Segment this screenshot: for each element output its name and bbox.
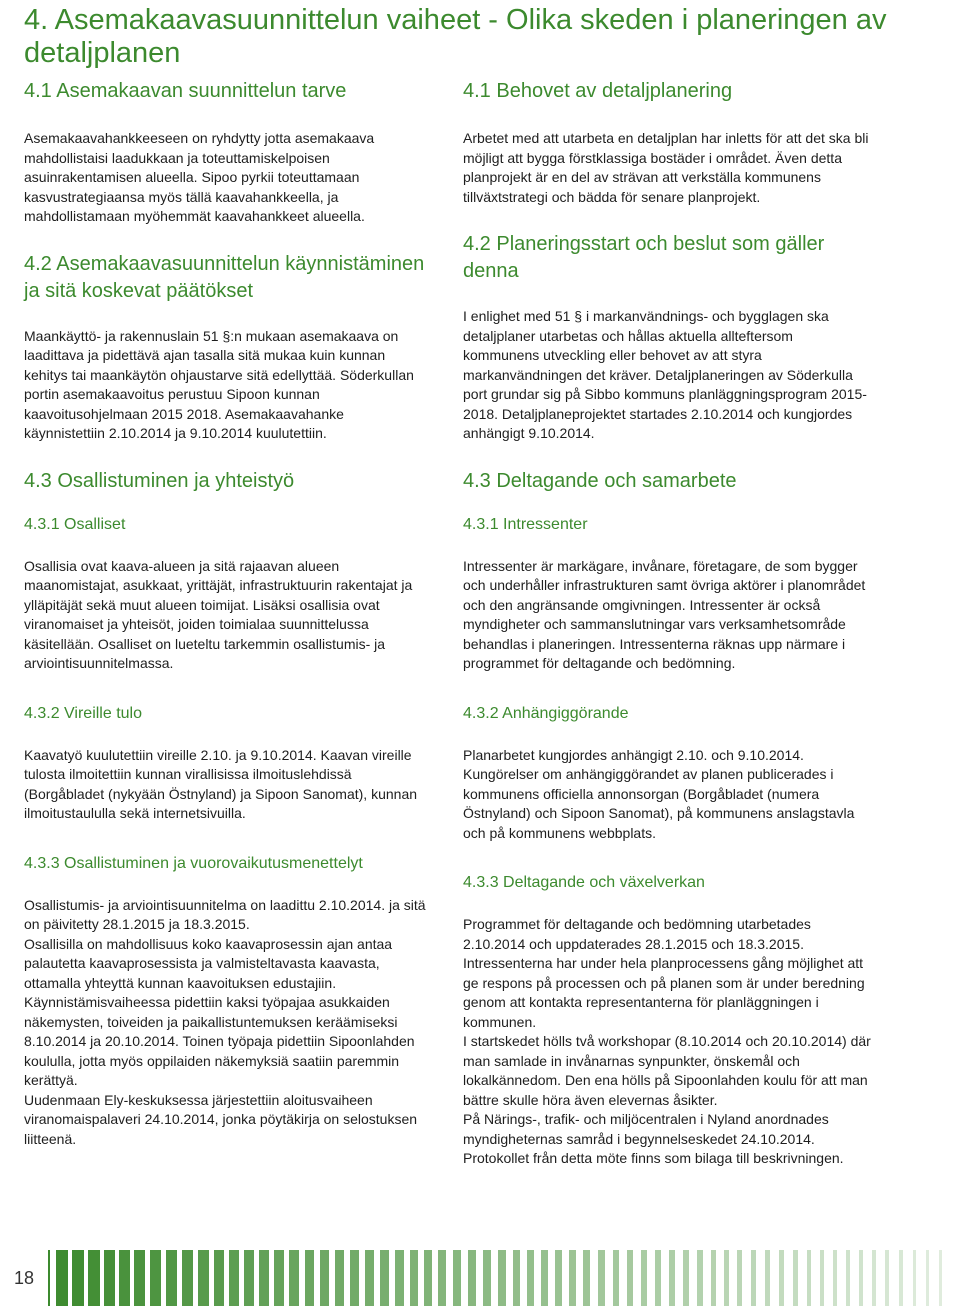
footer-stripe [410, 1250, 418, 1306]
footer-stripe [150, 1250, 161, 1306]
footer-stripe [846, 1250, 850, 1306]
page-title: 4. Asemakaavasuunnittelun vaiheet - Olika skeden i planeringen av detaljplanen [24, 4, 887, 69]
footer-stripe [438, 1250, 446, 1306]
heading-4-3-2-fi: 4.3.2 Vireille tulo [24, 704, 142, 722]
swedish-column [463, 78, 873, 1169]
footer-stripe [453, 1250, 461, 1306]
footer-stripe [104, 1250, 115, 1306]
paragraph-4-3-1-sv: Intressenter är markägare, invånare, företagare, de som bygger och underhåller infrastrukturen samt övriga aktörer i planområdet och den angränsande omgivningen. Intressenter är också myndigheter och sammanslutningar vars verksamhetsområde behandlas i planeringen. Intressenterna räknas upp närmare i programmet för deltagande och bedömning. [463, 557, 866, 671]
footer-stripe [380, 1250, 389, 1306]
paragraph-4-2-fi: Maankäyttö- ja rakennuslain 51 §:n mukaan asemakaava on laadittava ja pidettävä ajan tasalla sitä mukaa kuin kunnan kehitys tai maankäytön ohjaustarve sitä edellyttää. Söderkullan portin asemakaavoitus perustuu Sipoon kunnan kaavoitusohjelmaan 2015 2018. Asemakaavahanke käynnistettiin 2.10.2014 ja 9.10.2014 kuulutettiin. [24, 327, 414, 441]
footer-stripe [335, 1250, 344, 1306]
footer-stripe [807, 1250, 811, 1306]
heading-4-3-sv: 4.3 Deltagande och samarbete [463, 469, 737, 492]
heading-4-3-3-sv: 4.3.3 Deltagande och växelverkan [463, 874, 705, 891]
footer-bar [0, 1250, 960, 1306]
paragraph-4-3-2-sv: Planarbetet kungjordes anhängigt 2.10. och 9.10.2014. Kungörelser om anhängiggörandet av planen publicerades i kommunens officiella annonsorgan (Borgåbladet (numera Östnyland) och Sipoon Sanomat), på kommunens anslagstavla och på kommunens webbplats. [463, 746, 855, 841]
heading-4-3-fi: 4.3 Osallistuminen ja yhteistyö [24, 469, 295, 492]
footer-stripe [350, 1250, 359, 1306]
footer-stripe [724, 1250, 729, 1306]
footer-stripe [395, 1250, 404, 1306]
footer-stripe [229, 1250, 239, 1306]
footer-stripe [939, 1250, 942, 1306]
footer-stripe [468, 1250, 476, 1306]
footer-stripe [198, 1250, 209, 1306]
footer-stripe [751, 1250, 756, 1306]
footer-stripe [527, 1250, 534, 1306]
footer-stripe [641, 1250, 647, 1306]
finnish-column [24, 78, 428, 1149]
footer-stripe [483, 1250, 491, 1306]
paragraph-4-3-3-fi: Osallistumis- ja arviointisuunnitelma on laadittu 2.10.2014. ja sitä on päivitetty 28.1.2015 ja 18.3.2015. Osallisilla on mahdollisuus koko kaavaprosessin ajan antaa palautetta kaavaprosessista ja valmisteltavasta kaavasta, ottamalla yhteyttä kunnan kaavoituksen edustajiin. Käynnistämisvaiheessa pidettiin kaksi työpajaa asukkaiden näkemysten, toiveiden ja paikallistuntemuksen keräämiseksi 8.10.2014 ja 20.10.2014. Toinen työpaja pidettiin Sipoonlahden koululla, jotta myös oppilaiden näkemyksiä saatiin paremmin kerättyä. Uudenmaan Ely-keskuksessa järjestettiin aloitusvaiheen viranomaispalaveri 24.10.2014, jonka pöytäkirja on selostuksen liitteenä. [24, 896, 426, 1147]
heading-4-2-sv: 4.2 Planeringsstart och beslut som gäller denna [463, 233, 825, 282]
footer-stripe [424, 1250, 432, 1306]
paragraph-4-1-sv: Arbetet med att utarbeta en detaljplan har inletts för att det ska bli möjligt att bygga förstklassiga bostäder i området. Även detta planprojekt är en del av strävan att verkställa kommunens tillväxtstrategi och bädda för senare planprojekt. [463, 130, 869, 205]
footer-stripe [214, 1250, 224, 1306]
footer-stripe [899, 1250, 903, 1306]
footer-stripe [737, 1250, 742, 1306]
footer-stripe [669, 1250, 675, 1306]
heading-4-2-fi: 4.2 Asemakaavasuunnittelun käynnistäminen ja sitä koskevat päätökset [24, 252, 425, 302]
footer-stripe [305, 1250, 314, 1306]
paragraph-4-3-3-sv: Programmet för deltagande och bedömning utarbetades 2.10.2014 och uppdaterades 28.1.2015 och 18.3.2015. Intressenterna har under hela planprocessens gång möjlighet att ge respons på processen och på planen som är under beredning genom att kontakta representanterna för planläggningen i kommunen. I startskedet hölls två workshopar (8.10.2014 och 20.10.2014) där man samlade in invånarnas synpunkter, önskemål och lokalkännedom. Den ena hölls på Sipoonlahden koulu för att man bättre skulle höra även elevernas åsikter. På Närings-, trafik- och miljöcentralen i Nyland anordnades myndigheternas samråd i begynnelseskedet 24.10.2014. Protokollet från detta möte finns som bilaga till beskrivningen. [463, 916, 871, 1166]
footer-stripe [182, 1250, 193, 1306]
paragraph-4-3-1-fi: Osallisia ovat kaava-alueen ja sitä rajaavan alueen maanomistajat, asukkaat, yrittäjät, infrastruktuurin rakentajat ja ylläpitäjät sekä muut alueen toimijat. Lisäksi osallisia ovat viranomaiset ja yhteisöt, joiden toimialaa suunnittelussa käsitellään. Osalliset on lueteltu tarkemmin osallistumis- ja arviointisuunnitelmassa. [24, 557, 413, 671]
footer-stripe [498, 1250, 506, 1306]
footer-stripe [555, 1250, 562, 1306]
heading-4-3-2-sv: 4.3.2 Anhängiggörande [463, 704, 629, 722]
footer-stripe [697, 1250, 703, 1306]
footer-stripe [88, 1250, 100, 1306]
footer-stripe [793, 1250, 798, 1306]
heading-4-3-1-fi: 4.3.1 Osalliset [24, 515, 126, 533]
heading-4-1-sv: 4.1 Behovet av detaljplanering [463, 80, 733, 102]
footer-stripe [513, 1250, 520, 1306]
heading-4-3-1-sv: 4.3.1 Intressenter [463, 515, 588, 533]
paragraph-4-1-fi: Asemakaavahankkeeseen on ryhdytty jotta asemakaava mahdollistaisi laadukkaan ja toteuttamiskelpoisen asuinrakentamisen alueella. Sipoo pyrkii toteuttamaan kasvustrategiaansa myös tällä kaavahankkeella, ja mahdollistamaan myöhemmät kaavahankkeet alueella. [24, 130, 375, 224]
footer-stripe [583, 1250, 590, 1306]
footer-stripe [166, 1250, 177, 1306]
footer-stripe [820, 1250, 824, 1306]
footer-stripe [711, 1250, 716, 1306]
footer-stripe [365, 1250, 374, 1306]
footer-stripe [613, 1250, 619, 1306]
footer-stripe [598, 1250, 605, 1306]
footer-stripe [569, 1250, 576, 1306]
footer-stripe [274, 1250, 284, 1306]
footer-stripe [765, 1250, 770, 1306]
page-number: 18 [0, 1250, 50, 1306]
footer-stripe [627, 1250, 633, 1306]
heading-4-3-3-fi: 4.3.3 Osallistuminen ja vuorovaikutusmenettelyt [24, 854, 363, 872]
footer-stripe [56, 1250, 68, 1306]
footer-stripe [885, 1250, 889, 1306]
footer-stripe [72, 1250, 84, 1306]
footer-stripe [683, 1250, 689, 1306]
footer-stripe [119, 1250, 130, 1306]
footer-stripe [541, 1250, 548, 1306]
footer-stripe [779, 1250, 784, 1306]
footer-stripe [320, 1250, 329, 1306]
paragraph-4-2-sv: I enlighet med 51 § i markanvändnings- och bygglagen ska detaljplaner utarbetas och hållas aktuella allteftersom kommunens utveckling eller behovet av att styra markanvändningen det kräver. Detaljplaneringen av Söderkulla port grundar sig på Sibbo kommuns planläggningsprogram 2015-2018. Detaljplaneprojektet startades 2.10.2014 och kungjordes anhängigt 9.10.2014. [463, 308, 867, 441]
decorative-stripes [50, 1250, 960, 1306]
footer-stripe [655, 1250, 661, 1306]
paragraph-4-3-2-fi: Kaavatyö kuulutettiin vireille 2.10. ja 9.10.2014. Kaavan vireille tulosta ilmoitettiin kunnan virallisissa ilmoituslehdissä (Borgåbladet (nykyään Östnyland) ja Sipoon Sanomat), kunnan ilmoitustaululla sekä internetsivuilla. [24, 746, 418, 821]
footer-stripe [926, 1250, 929, 1306]
footer-stripe [859, 1250, 863, 1306]
footer-stripe [913, 1250, 916, 1306]
footer-stripe [259, 1250, 269, 1306]
heading-4-1-fi: 4.1 Asemakaavan suunnittelun tarve [24, 80, 347, 102]
footer-stripe [289, 1250, 299, 1306]
footer-stripe [134, 1250, 145, 1306]
footer-stripe [872, 1250, 876, 1306]
footer-stripe [833, 1250, 837, 1306]
footer-stripe [244, 1250, 254, 1306]
